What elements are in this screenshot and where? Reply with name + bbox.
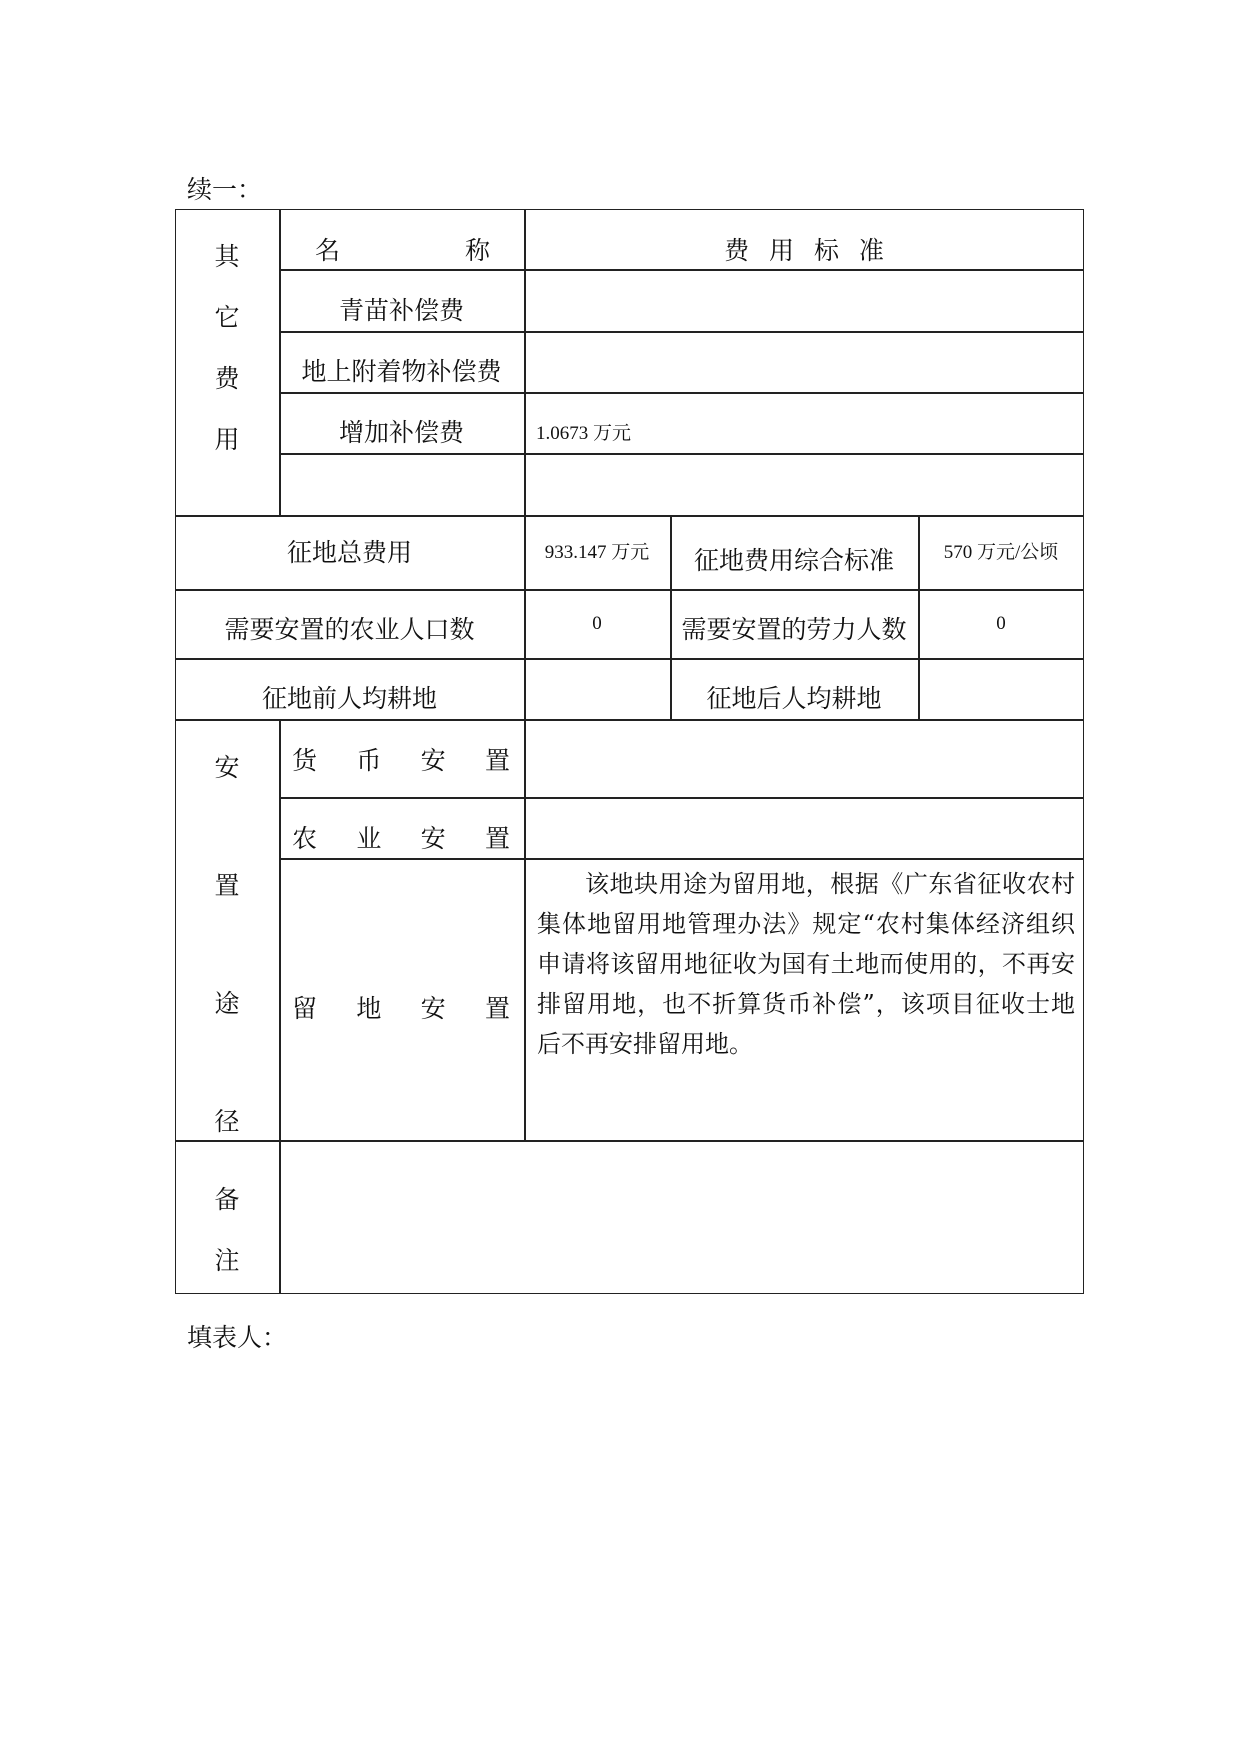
total-cost-label: 征地总费用 <box>286 538 412 567</box>
label-char: 留 <box>292 994 318 1023</box>
other-fees-label-char: 其 <box>214 242 240 271</box>
reserved-land-text: 该地块用途为留用地，根据《广东省征收农村集体地留用地管理办法》规定“农村集体经济组织申请将该留用地征收为国有土地而使用的，不再安排留用地，也不折算货币补偿”，该项目征收士地后不再安排留用地。 <box>537 870 1075 1058</box>
row-divider <box>175 719 1084 721</box>
label-char: 置 <box>484 746 510 775</box>
fee-name-cell: 青苗补偿费 <box>338 296 464 325</box>
label-char: 置 <box>484 994 510 1023</box>
row-divider <box>175 1140 1084 1142</box>
remarks-label-char: 备 <box>214 1185 240 1214</box>
agri-population-label: 需要安置的农业人口数 <box>224 615 475 644</box>
resettlement-label-char: 径 <box>214 1107 240 1136</box>
remarks-label-char: 注 <box>214 1246 240 1275</box>
row-divider <box>175 589 1084 591</box>
label-char: 地 <box>356 994 382 1023</box>
other-fees-label-char: 费 <box>214 364 240 393</box>
label-char: 置 <box>484 824 510 853</box>
fee-name-cell: 增加补偿费 <box>338 418 464 447</box>
agri-population-value: 0 <box>592 613 602 634</box>
reserved-land-description <box>537 864 1075 1064</box>
row-divider <box>175 515 1084 517</box>
composite-standard-value: 570 万元/公顷 <box>943 542 1059 563</box>
column-divider <box>524 719 526 1141</box>
agricultural-resettlement-label <box>292 826 510 851</box>
row-divider <box>279 453 1084 455</box>
reserved-land-resettlement-label <box>292 996 510 1021</box>
monetary-resettlement-label <box>292 748 510 773</box>
form-heading: 续一： <box>187 175 263 204</box>
column-header-name <box>315 238 490 263</box>
label-char: 安 <box>420 746 446 775</box>
labor-count-value: 0 <box>996 613 1006 634</box>
resettlement-label-char: 途 <box>214 989 240 1018</box>
fee-name-cell: 地上附着物补偿费 <box>301 357 502 386</box>
row-divider <box>279 797 1084 799</box>
resettlement-label-char: 置 <box>214 871 240 900</box>
form-filler-label: 填表人： <box>187 1323 288 1352</box>
column-header-name-char: 称 <box>464 236 490 265</box>
label-char: 业 <box>356 824 382 853</box>
total-cost-value: 933.147 万元 <box>544 542 650 563</box>
column-divider <box>279 1140 281 1294</box>
row-divider <box>279 858 1084 860</box>
arable-after-label: 征地后人均耕地 <box>706 684 882 713</box>
other-fees-label-char: 它 <box>214 303 240 332</box>
label-char: 安 <box>420 994 446 1023</box>
labor-count-label: 需要安置的劳力人数 <box>681 615 907 644</box>
row-divider <box>279 331 1084 333</box>
label-char: 币 <box>356 746 382 775</box>
other-fees-label-char: 用 <box>214 425 240 454</box>
label-char: 货 <box>292 746 318 775</box>
row-divider <box>175 658 1084 660</box>
column-divider <box>279 719 281 1141</box>
row-divider <box>279 392 1084 394</box>
column-header-name-char: 名 <box>315 236 341 265</box>
resettlement-label-char: 安 <box>214 753 240 782</box>
arable-before-label: 征地前人均耕地 <box>261 684 437 713</box>
column-header-standard: 费 用 标 准 <box>724 236 884 265</box>
label-char: 安 <box>420 824 446 853</box>
label-char: 农 <box>292 824 318 853</box>
fee-standard-cell: 1.0673 万元 <box>536 423 632 444</box>
row-divider <box>279 269 1084 271</box>
composite-standard-label: 征地费用综合标准 <box>693 546 894 575</box>
